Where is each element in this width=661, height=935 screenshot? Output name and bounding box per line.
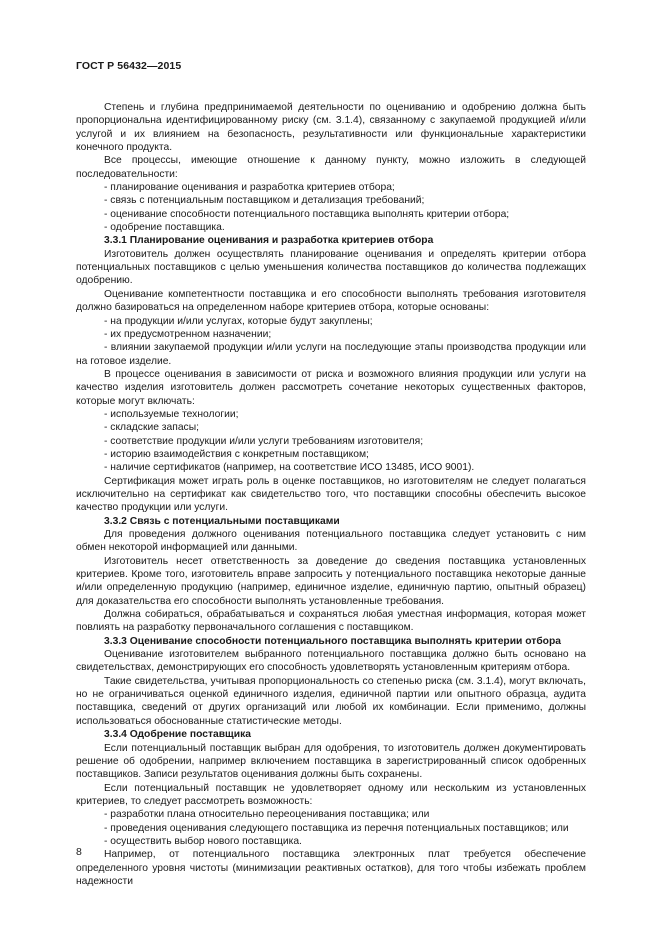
list-item: - историю взаимодействия с конкретным поставщиком; — [104, 448, 369, 460]
list-item: - планирование оценивания и разработка критериев отбора; — [104, 182, 395, 194]
paragraph: Для проведения должного оценивания потенциального поставщика следует установить с ним обмен некоторой информацией или данными. — [76, 529, 586, 554]
section-heading: 3.3.2 Связь с потенциальными поставщиками — [104, 515, 340, 527]
list-item: - наличие сертификатов (например, на соответствие ИСО 13485, ИСО 9001). — [104, 462, 475, 474]
list-item: - на продукции и/или услугах, которые будут закуплены; — [104, 315, 373, 327]
paragraph: Должна собираться, обрабатываться и сохраняться любая уместная информация, которая может повлиять на разработку первоначального соглашения с поставщиком. — [76, 609, 586, 634]
page-number: 8 — [76, 846, 82, 858]
paragraph: Например, от потенциального поставщика электронных плат требуется обеспечение определенного уровня чистоты (минимизации реактивных остатков), для того чтобы избежать проблем надежности — [76, 849, 586, 887]
list-item: - влиянии закупаемой продукции и/или услуги на последующие этапы производства продукции или на готовое изделие. — [76, 342, 586, 367]
list-item: - соответствие продукции и/или услуги требованиям изготовителя; — [104, 435, 424, 447]
list-item: - их предусмотренном назначении; — [104, 328, 272, 340]
paragraph: Оценивание изготовителем выбранного потенциального поставщика должно быть основано на свидетельствах, демонстрирующих его способность удовлетворять установленным критериям отбора. — [76, 649, 586, 674]
section-heading: 3.3.1 Планирование оценивания и разработка критериев отбора — [104, 235, 434, 247]
paragraph: Оценивание компетентности поставщика и его способности выполнять требования изготовителя должно базироваться на определенном наборе критериев отбора, которые основаны: — [76, 288, 586, 314]
paragraph: В процессе оценивания в зависимости от риска и возможного влияния продукции или услуги на качество изделия изготовитель должен рассмотреть сочетание некоторых существенных факторов, которые могут включать: — [76, 368, 586, 407]
paragraph: Если потенциальный поставщик выбран для одобрения, то изготовитель должен документировать решение об одобрении, например включением поставщика в зарегистрированный список одобренных поставщиков. Записи результатов оценивания должны быть сохранены. — [76, 742, 586, 781]
list-item: - осуществить выбор нового поставщика. — [104, 835, 302, 847]
paragraph: Если потенциальный поставщик не удовлетворяет одному или нескольким из установленных критериев, то следует рассмотреть возможность: — [76, 782, 586, 807]
section-heading: 3.3.3 Оценивание способности потенциального поставщика выполнять критерии отбора — [104, 635, 561, 647]
document-body — [76, 101, 586, 888]
list-item: - связь с потенциальным поставщиком и детализация требований; — [104, 195, 425, 207]
list-item: - используемые технологии; — [104, 408, 239, 420]
document-code-header: ГОСТ Р 56432—2015 — [76, 60, 182, 72]
paragraph: Изготовитель должен осуществлять планирование оценивания и определять критерии отбора потенциальных поставщиков с целью уменьшения количества поставщиков до количества подлежащих одобрению. — [76, 248, 586, 287]
paragraph: Такие свидетельства, учитывая пропорциональность со степенью риска (см. 3.1.4), могут включать, но не ограничиваться оценкой единичного изделия, единичной партии или опытного образца, аудита поставщика, сведений от других организаций или любой их комбинации. Если применимо, должны использоваться обоснованные статистические методы. — [76, 675, 586, 727]
list-item: - проведения оценивания следующего поставщика из перечня потенциальных поставщиков; или — [104, 822, 569, 834]
paragraph: Сертификация может играть роль в оценке поставщиков, но изготовителям не следует полагаться исключительно на сертификат как свидетельство того, что поставщики способны обеспечить высокое качество продукции или услуги. — [76, 475, 586, 514]
list-item: - складские запасы; — [104, 422, 199, 434]
paragraph: Изготовитель несет ответственность за доведение до сведения поставщика установленных критериев. Кроме того, изготовитель вправе запросить у потенциального поставщика некоторые данные и/или определенную продукцию (например, единичное изделие, единичную партию, опытный образец) для доказательства его способности выполнять установленные требования. — [76, 555, 586, 607]
section-heading: 3.3.4 Одобрение поставщика — [104, 729, 251, 741]
list-item: - одобрение поставщика. — [104, 222, 225, 234]
list-item: - оценивание способности потенциального поставщика выполнять критерии отбора; — [104, 208, 510, 220]
list-item: - разработки плана относительно переоценивания поставщика; или — [104, 809, 430, 821]
paragraph: Все процессы, имеющие отношение к данному пункту, можно изложить в следующей последовательности: — [76, 155, 586, 180]
paragraph: Степень и глубина предпринимаемой деятельности по оцениванию и одобрению должна быть пропорциональна идентифицированному риску (см. 3.1.4), связанному с закупаемой продукцией и/или услугой и их влиянием на безопасность, результативности или функциональные характеристики конечного продукта. — [76, 102, 586, 154]
